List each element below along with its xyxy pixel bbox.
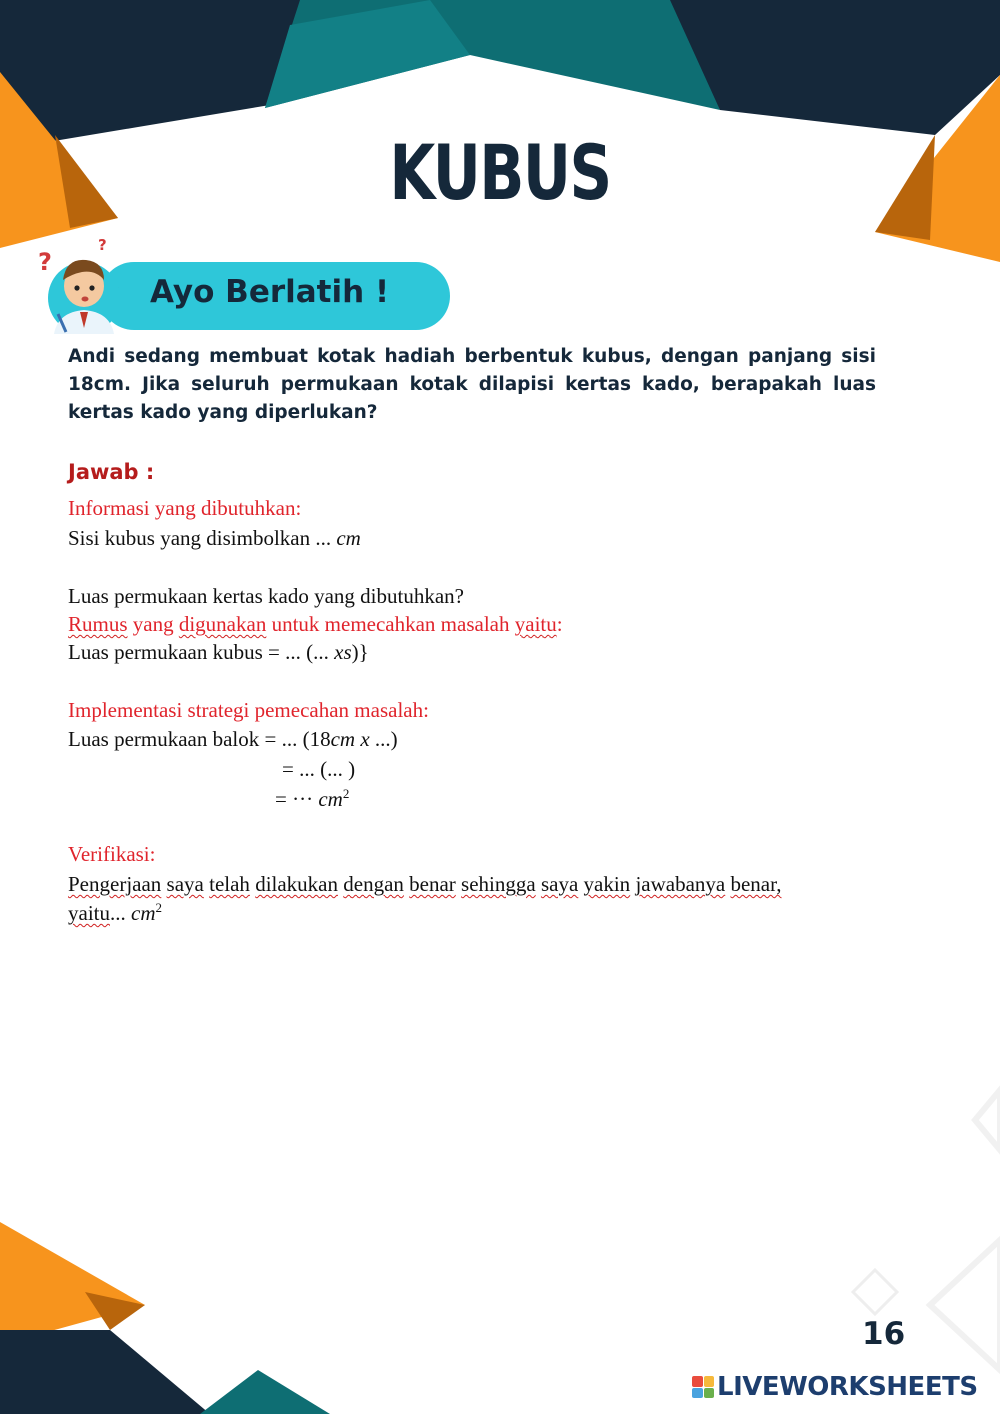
info-unit: cm <box>336 526 361 550</box>
banner-label: Ayo Berlatih ! <box>150 274 390 310</box>
page-number: 16 <box>862 1316 906 1352</box>
formula-word-rumus: Rumus <box>68 612 128 636</box>
formula-text: yang <box>127 612 179 636</box>
verification-word: Pengerjaan <box>68 872 162 896</box>
info-line <box>68 526 361 551</box>
verification-word-yaitu: yaitu <box>68 901 110 925</box>
impl-line-3 <box>275 786 349 812</box>
formula-word-yaitu: yaitu <box>514 612 557 636</box>
formula-word-digunakan: digunakan <box>178 612 267 636</box>
impl-line-1-text: Luas permukaan balok = ... (18 <box>68 727 331 751</box>
verification-line-2-text: ... <box>110 901 131 925</box>
faint-diamond-shape-large <box>930 1240 1000 1370</box>
impl-line-1 <box>68 727 398 752</box>
verification-word: saya <box>166 872 204 896</box>
svg-text:?: ? <box>38 248 52 276</box>
formula-line <box>68 640 369 665</box>
info-heading: Informasi yang dibutuhkan: <box>68 496 302 520</box>
verification-word: saya <box>540 872 579 896</box>
brand-text: LIVEWORKSHEETS <box>717 1372 978 1402</box>
asked-line: Luas permukaan kertas kado yang dibutuhkan? <box>68 584 464 608</box>
verification-word: dengan <box>343 872 404 896</box>
formula-close: )} <box>351 640 369 664</box>
impl-line-1-end: ...) <box>369 727 398 751</box>
verification-word: dilakukan <box>255 872 338 896</box>
verification-word: benar <box>409 872 456 896</box>
question-text: Andi sedang membuat kotak hadiah berbentuk kubus, dengan panjang sisi 18cm. Jika seluruh permukaan kotak dilapisi kertas kado, berapakah luas kertas kado yang diperlukan? <box>68 346 876 423</box>
formula-variable: xs <box>334 640 352 664</box>
answer-heading: Jawab : <box>68 460 155 484</box>
verification-heading: Verifikasi: <box>68 842 156 866</box>
liveworksheets-brand <box>692 1372 978 1402</box>
formula-text: : <box>556 612 563 636</box>
impl-line-3-exponent: 2 <box>342 786 350 801</box>
faint-diamond-shape <box>853 1270 897 1314</box>
verification-word: telah <box>209 872 250 896</box>
top-navy-right-shape <box>670 0 1000 135</box>
formula-heading <box>68 612 563 637</box>
impl-line-3-unit: cm <box>318 787 343 811</box>
verification-word: jawabanya <box>635 872 726 896</box>
liveworksheets-logo-icon <box>692 1376 714 1398</box>
verification-line-1 <box>68 872 782 897</box>
verification-word: benar, <box>730 872 782 896</box>
verification-exponent: 2 <box>155 900 162 915</box>
verification-word: sehingga <box>461 872 536 896</box>
logo-square <box>704 1376 715 1387</box>
verification-word: yakin <box>583 872 631 896</box>
faint-right-edge-shape <box>975 1090 1000 1150</box>
formula-text: untuk memecahkan masalah <box>266 612 515 636</box>
verification-unit: cm <box>131 901 156 925</box>
info-line-text: Sisi kubus yang disimbolkan ... <box>68 526 337 550</box>
bottom-left-orange-shape <box>0 1222 145 1345</box>
implementation-heading: Implementasi strategi pemecahan masalah: <box>68 698 429 722</box>
impl-line-2: = ... (... ) <box>282 757 356 781</box>
logo-square <box>692 1376 703 1387</box>
logo-square <box>704 1388 715 1399</box>
confused-student-icon <box>36 236 132 336</box>
bottom-teal-shape <box>200 1370 330 1414</box>
impl-line-3-text: = ··· <box>275 787 319 811</box>
formula-line-text: Luas permukaan kubus = ... (... <box>68 640 335 664</box>
page-title: KUBUS <box>389 128 611 217</box>
verification-line-2 <box>68 900 162 926</box>
logo-square <box>692 1388 703 1399</box>
impl-line-1-unit: cm x <box>330 727 370 751</box>
bottom-left-navy-shape <box>0 1330 210 1414</box>
svg-text:?: ? <box>98 236 107 254</box>
